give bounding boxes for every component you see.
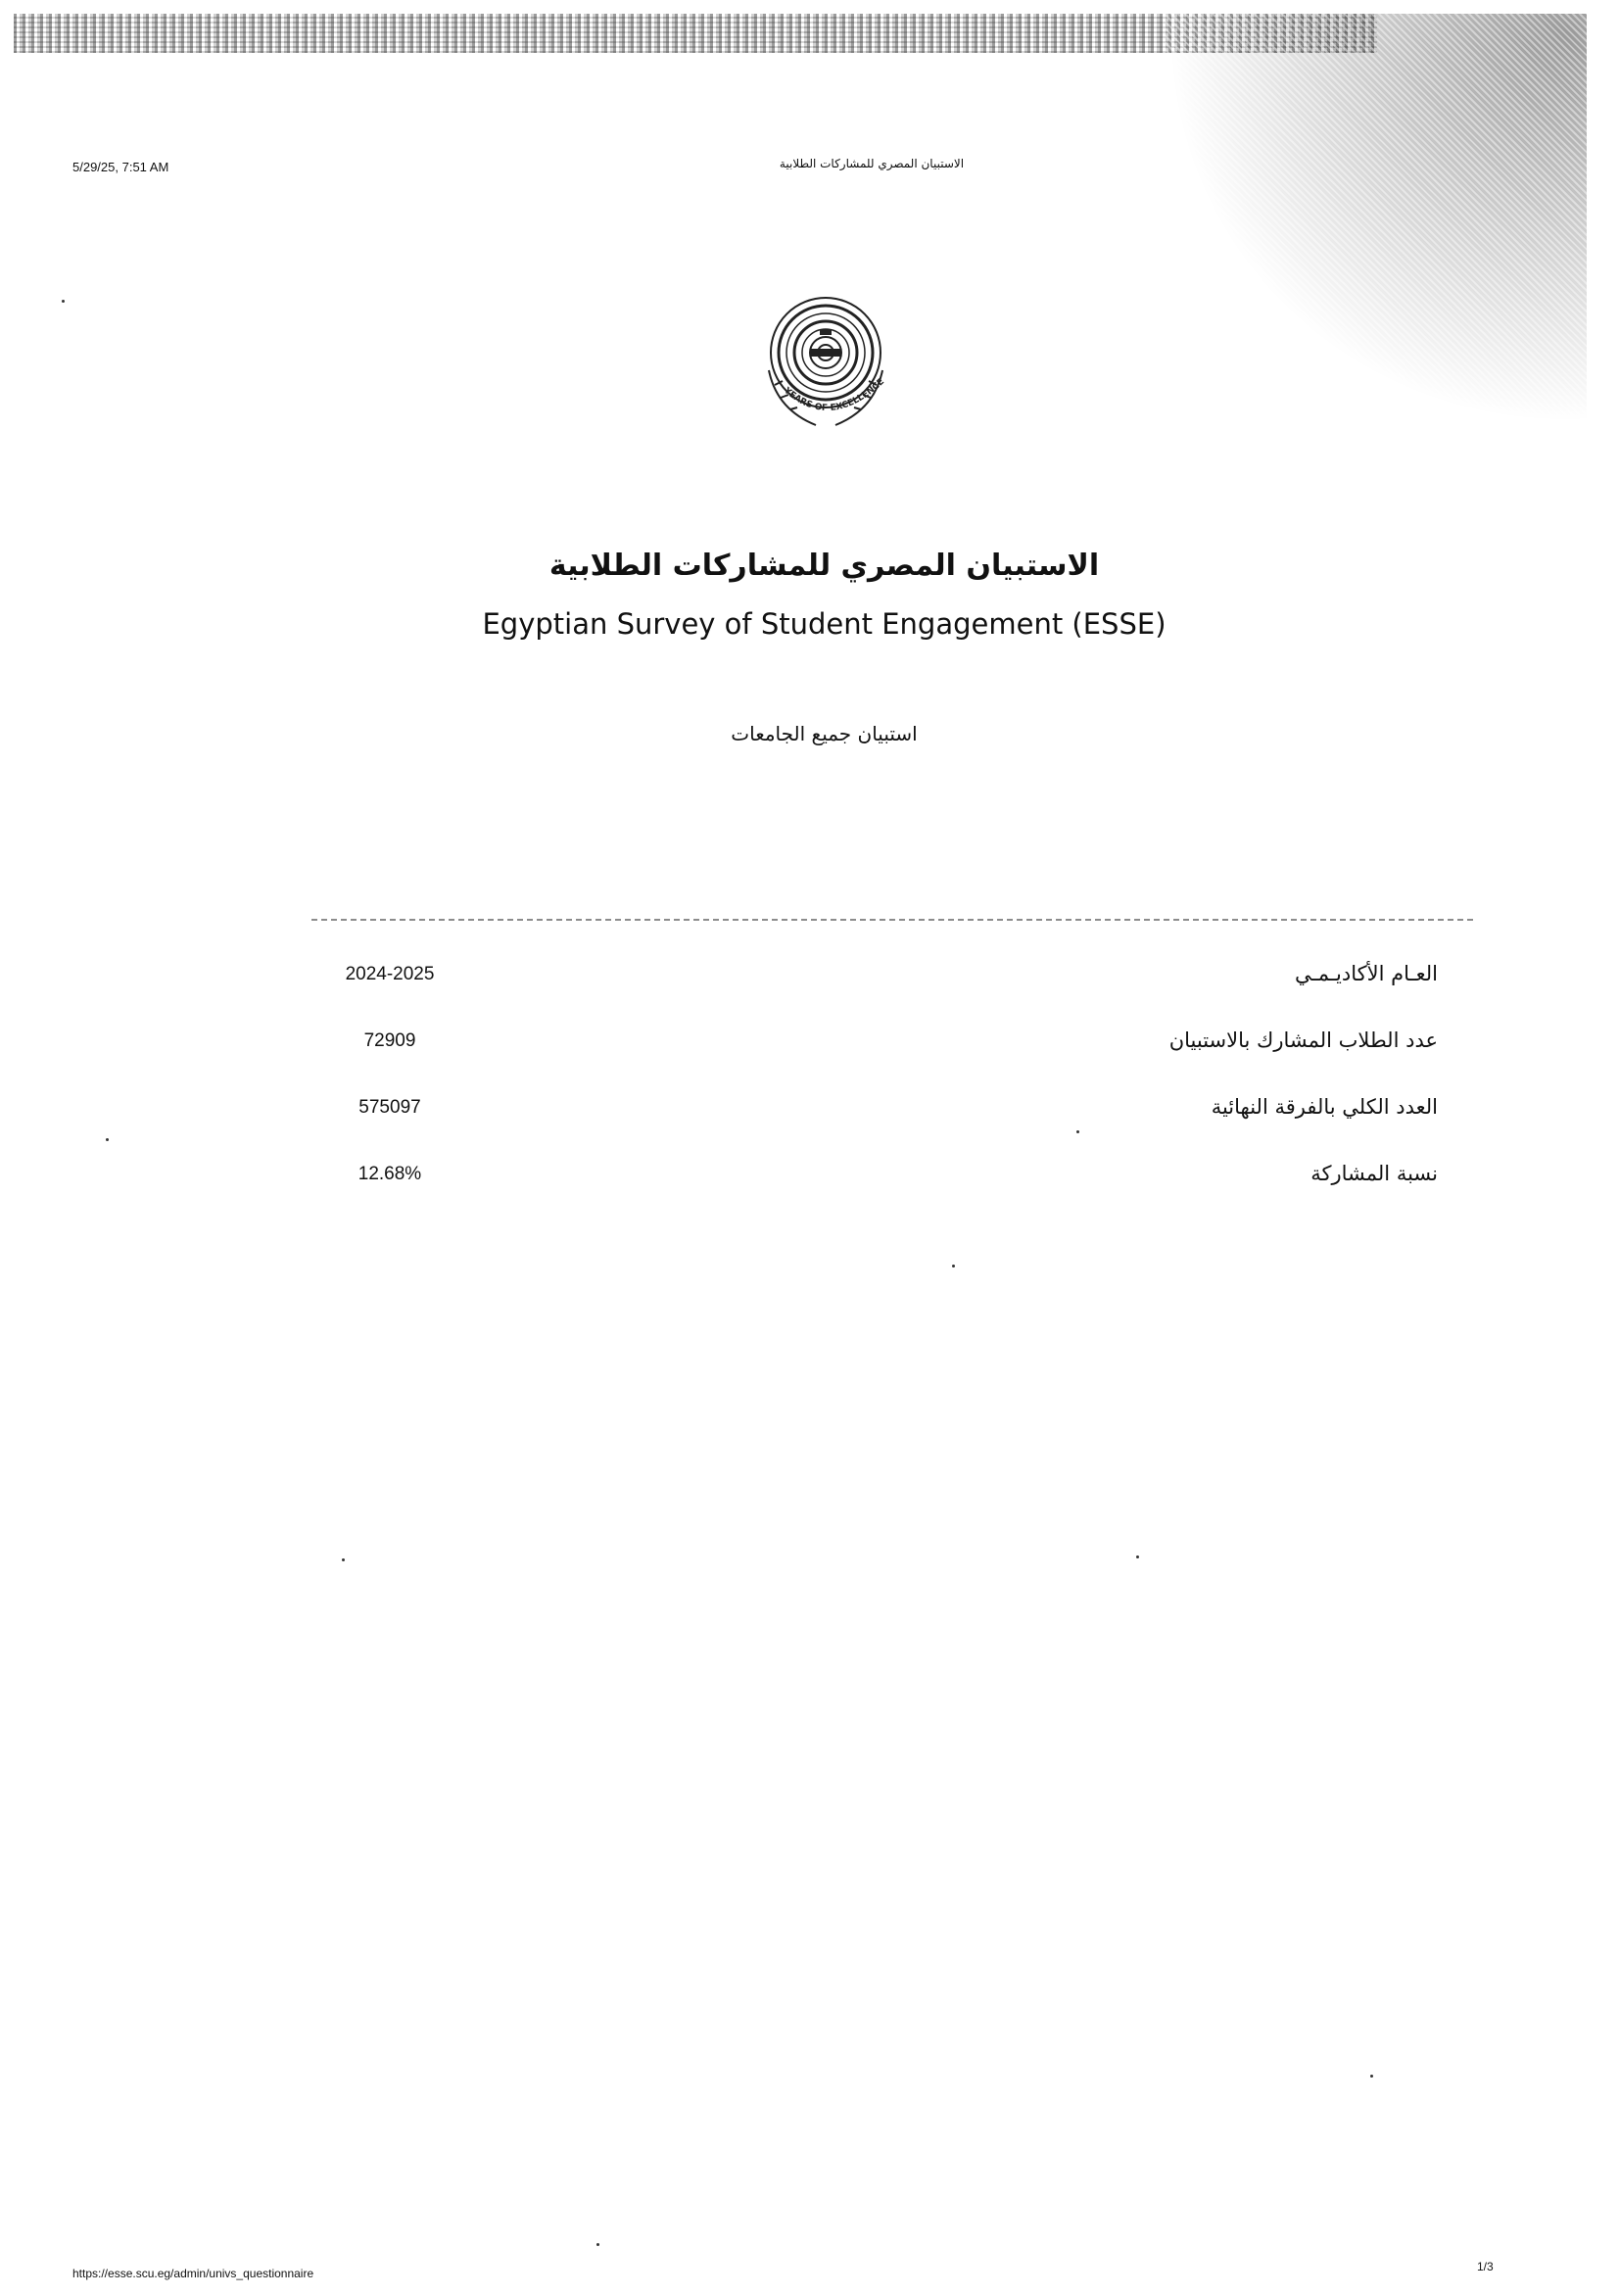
print-footer-url: https://esse.scu.eg/admin/univs_questionnaire xyxy=(72,2267,314,2280)
stat-label: نسبة المشاركة xyxy=(1310,1162,1438,1185)
scan-speck xyxy=(1136,1555,1139,1558)
stat-value: 575097 xyxy=(358,1097,421,1118)
stat-value: 72909 xyxy=(363,1030,416,1051)
stat-label: العـام الأكاديـمـي xyxy=(1295,962,1438,985)
stat-row-participation-rate xyxy=(311,1162,1438,1228)
print-page-number: 1/3 xyxy=(1477,2260,1494,2273)
stat-label: العدد الكلي بالفرقة النهائية xyxy=(1211,1095,1438,1119)
scan-noise-corner xyxy=(1166,14,1587,425)
university-seal-icon xyxy=(747,292,904,439)
print-datetime: 5/29/25, 7:51 AM xyxy=(72,160,169,174)
scan-speck xyxy=(62,300,65,303)
scan-speck xyxy=(952,1265,955,1268)
stat-row-academic-year xyxy=(311,962,1438,1028)
survey-title-arabic: الاستبيان المصري للمشاركات الطلابية xyxy=(548,549,1100,583)
seal-caption: YEARS OF EXCELLENCE xyxy=(782,376,887,414)
scan-speck xyxy=(106,1138,109,1141)
stat-row-participants xyxy=(311,1028,1438,1095)
scan-speck xyxy=(1370,2075,1373,2078)
print-page-title: الاستبيان المصري للمشاركات الطلابية xyxy=(779,157,965,170)
survey-title-english: Egyptian Survey of Student Engagement (ESSE) xyxy=(482,607,1167,641)
stat-value: 12.68% xyxy=(357,1164,422,1184)
stat-row-total-final-year xyxy=(311,1095,1438,1162)
scan-speck xyxy=(342,1558,345,1561)
scan-speck xyxy=(596,2243,599,2246)
section-divider xyxy=(311,919,1473,921)
stat-value: 2024-2025 xyxy=(345,964,435,984)
stats-table xyxy=(311,962,1438,1228)
survey-scope-subtitle: استبيان جميع الجامعات xyxy=(731,722,918,745)
scan-speck xyxy=(1076,1130,1079,1133)
stat-label: عدد الطلاب المشارك بالاستبيان xyxy=(1168,1028,1438,1052)
